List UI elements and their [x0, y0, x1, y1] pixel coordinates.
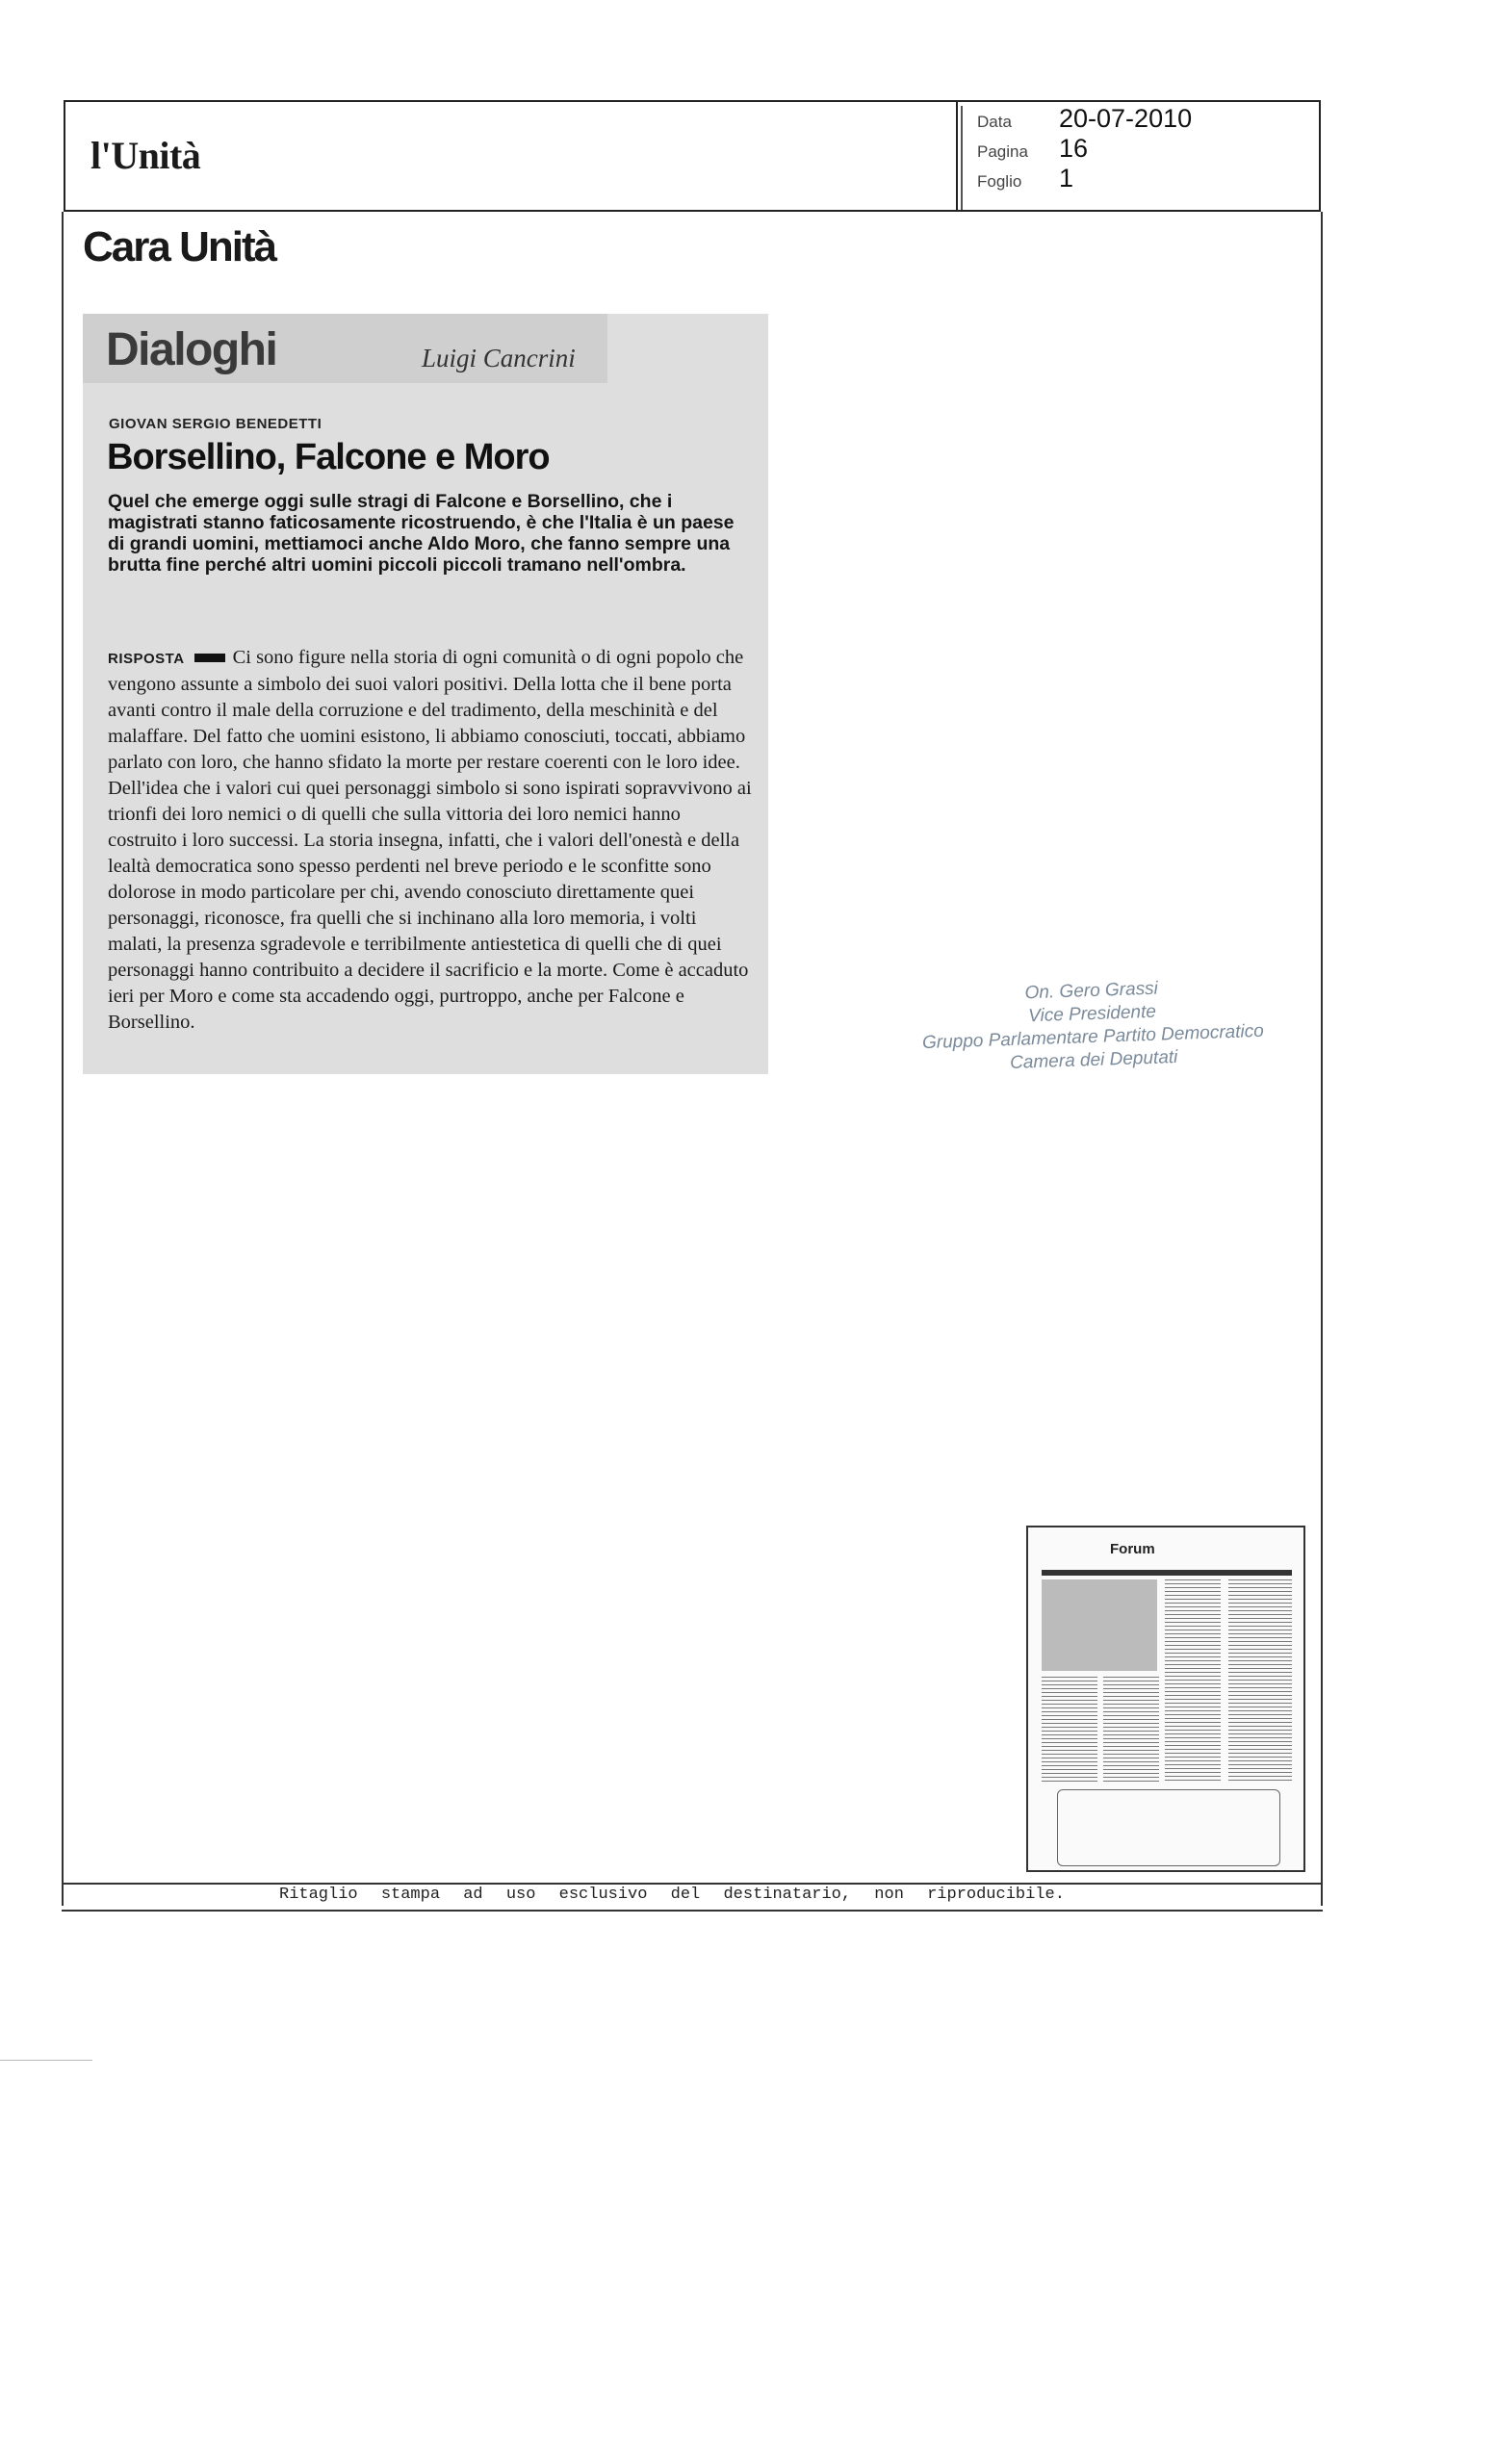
- article-headline: Borsellino, Falcone e Moro: [107, 437, 550, 477]
- thumbnail-cartoon: [1057, 1789, 1280, 1866]
- meta-date-label: Data: [977, 113, 1012, 131]
- stamp-line-name: On. Gero Grassi: [1024, 978, 1159, 1004]
- meta-page-value: 16: [1059, 134, 1089, 163]
- meta-sheet-value: 1: [1059, 164, 1074, 192]
- meta-page-row: [977, 134, 1192, 164]
- answer-paragraph: [108, 645, 753, 1036]
- scan-edge-mark: [0, 2060, 92, 2061]
- columnist-name: Luigi Cancrini: [422, 344, 576, 372]
- letter-text: Quel che emerge oggi sulle stragi di Falcone e Borsellino, che i magistrati stanno faticosamente ricostruendo, è che l'Italia è un paese di grandi uomini, mettiamoci anche Aldo Moro, che fanno sempre una brutta fine perché altri uomini piccoli piccoli tramano nell'ombra.: [108, 491, 735, 576]
- section-title: Cara Unità: [83, 223, 276, 270]
- thumbnail-article-block: [1042, 1579, 1157, 1671]
- thumbnail-header-bar: [1042, 1570, 1292, 1576]
- answer-marker: [194, 654, 225, 662]
- thumbnail-forum-label: Forum: [1110, 1541, 1155, 1557]
- answer-text: Ci sono figure nella storia di ogni comunità o di ogni popolo che vengono assunte a simbolo dei suoi valori positivi. Della lotta che il bene porta avanti contro il male della corruzione e del tradimento, della meschinità e del malaffare. Del fatto che uomini esistono, li abbiamo conosciuti, toccati, abbiamo parlato con loro, che hanno sfidato la morte per restare coerenti con le loro idee. Dell'idea che i valori cui quei personaggi simbolo si sono ispirati sopravvivono ai trionfi dei loro nemici o di quelli che sulla vittoria dei loro nemici hanno costruito i loro successi. La storia insegna, infatti, che i valori dell'onestà e della lealtà democratica sono spesso perdenti nel breve periodo e le sconfitte sono dolorose in modo particolare per chi, avendo conosciuto direttamente quei personaggi, riconosce, fra quelli che si inchinano alla loro memoria, i volti malati, la presenza sgradevole e terribilmente antiestetica di quelli che di quei personaggi hanno contribuito a decidere il sacrificio e la morte. Come è accaduto ieri per Moro e come sta accadendo oggi, purtroppo, anche per Falcone e Borsellino.: [108, 647, 752, 1033]
- footer-rule-bottom: [62, 1910, 1323, 1912]
- deputy-stamp: [889, 973, 1296, 1080]
- clipping-metadata: [977, 104, 1192, 193]
- letter-author: GIOVAN SERGIO BENEDETTI: [109, 416, 322, 432]
- page-thumbnail: [1026, 1526, 1305, 1872]
- stamp-line-chamber: Camera dei Deputati: [1009, 1046, 1178, 1074]
- footer-disclaimer: Ritaglio stampa ad uso esclusivo del destinatario, non riproducibile.: [279, 1886, 1065, 1904]
- thumbnail-text-col-2: [1103, 1677, 1159, 1783]
- footer-rule-top: [62, 1883, 1323, 1885]
- meta-page-label: Pagina: [977, 142, 1028, 161]
- header-divider: [956, 100, 958, 212]
- meta-date-value: 20-07-2010: [1059, 104, 1193, 133]
- stamp-line-group: Gruppo Parlamentare Partito Democratico: [921, 1020, 1265, 1054]
- header-divider-inner: [961, 106, 963, 210]
- stamp-line-role: Vice Presidente: [1027, 1001, 1157, 1027]
- meta-sheet-row: [977, 164, 1192, 193]
- answer-label: RISPOSTA: [108, 651, 185, 667]
- thumbnail-text-col-1: [1042, 1677, 1097, 1783]
- newspaper-masthead: l'Unità: [90, 134, 201, 177]
- meta-sheet-label: Foglio: [977, 172, 1022, 191]
- thumbnail-text-col-3: [1165, 1579, 1221, 1782]
- rubric-title: Dialoghi: [106, 324, 277, 375]
- thumbnail-text-col-4: [1228, 1579, 1292, 1782]
- meta-date-row: [977, 104, 1192, 134]
